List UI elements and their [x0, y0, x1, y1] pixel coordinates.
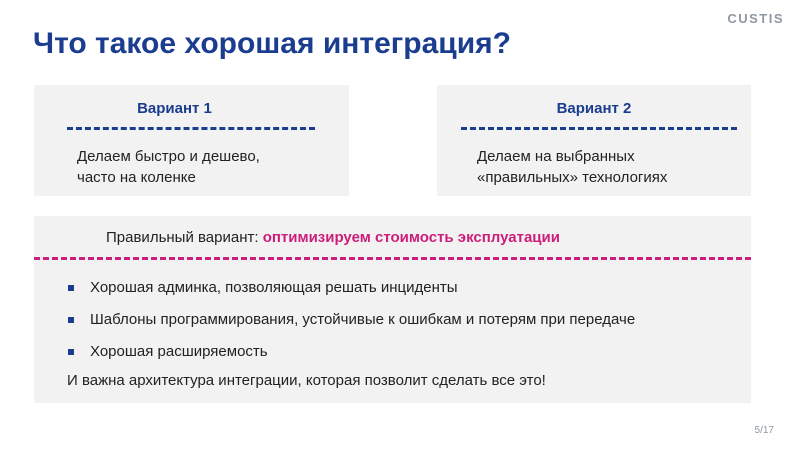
variant-1-heading: Вариант 1: [137, 100, 212, 117]
correct-variant-box: [34, 216, 751, 403]
square-bullet-icon: [68, 317, 74, 323]
closing-statement: И важна архитектура интеграции, которая позволит сделать все это!: [67, 372, 546, 389]
variant-1-line-1: Делаем быстро и дешево,: [77, 148, 260, 165]
bullet-text: Хорошая админка, позволяющая решать инциденты: [90, 279, 458, 296]
bullet-text: Хорошая расширяемость: [90, 343, 268, 360]
variant-2-divider: [461, 127, 737, 130]
bullet-item: [68, 309, 635, 331]
variant-2-heading: Вариант 2: [556, 100, 632, 117]
variant-1-line-2: часто на коленке: [77, 169, 196, 186]
bullet-item: [68, 341, 635, 363]
custis-logo: CUSTIS: [727, 11, 784, 26]
square-bullet-icon: [68, 285, 74, 291]
correct-variant-highlight: оптимизируем стоимость эксплуатации: [262, 229, 560, 246]
variant-2-line-1: Делаем на выбранных: [477, 148, 635, 165]
variant-2-box: [437, 85, 751, 196]
bullet-item: [68, 277, 635, 299]
square-bullet-icon: [68, 349, 74, 355]
variant-1-box: [34, 85, 349, 196]
correct-variant-heading: [106, 229, 560, 246]
variant-2-text: [477, 146, 737, 188]
variant-1-text: [77, 146, 327, 188]
variant-2-line-2: «правильных» технологиях: [477, 169, 668, 186]
bullet-text: Шаблоны программирования, устойчивые к ошибкам и потерям при передаче: [90, 311, 636, 328]
page-number: 5/17: [754, 425, 774, 436]
slide-title: Что такое хорошая интеграция?: [33, 27, 511, 60]
variant-1-divider: [67, 127, 315, 130]
correct-variant-label: Правильный вариант:: [106, 229, 263, 246]
bullet-list: [68, 277, 635, 373]
correct-variant-divider: [34, 257, 751, 260]
